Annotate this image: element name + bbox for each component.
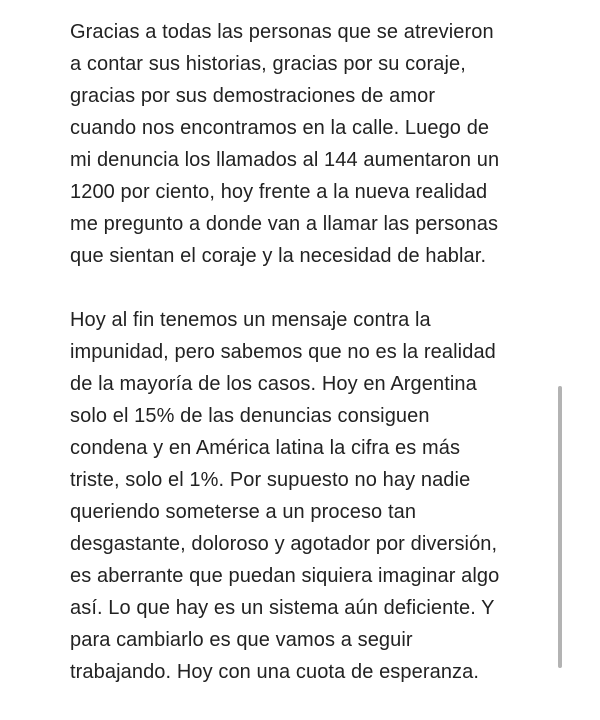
paragraph-2 — [70, 304, 540, 688]
text-line: es aberrante que puedan siquiera imaginar algo — [70, 565, 500, 587]
text-line: impunidad, pero sabemos que no es la realidad — [70, 341, 496, 363]
text-line: cuando nos encontramos en la calle. Luego de — [70, 117, 490, 139]
note-body — [70, 16, 540, 688]
paragraph-1 — [70, 16, 540, 272]
text-line: solo el 15% de las denuncias consiguen — [70, 405, 430, 427]
text-line: para cambiarlo es que vamos a seguir — [70, 629, 413, 651]
text-line: triste, solo el 1%. Por supuesto no hay nadie — [70, 469, 471, 491]
text-line: Gracias a todas las personas que se atrevieron — [70, 21, 494, 43]
text-line: gracias por sus demostraciones de amor — [70, 85, 436, 107]
text-line: a contar sus historias, gracias por su coraje, — [70, 53, 466, 75]
text-line: de la mayoría de los casos. Hoy en Argentina — [70, 373, 477, 395]
text-line: condena y en América latina la cifra es más — [70, 437, 461, 459]
text-line: mi denuncia los llamados al 144 aumentaron un — [70, 149, 500, 171]
text-line: me pregunto a donde van a llamar las personas — [70, 213, 499, 235]
text-line: queriendo someterse a un proceso tan — [70, 501, 417, 523]
text-line: Hoy al fin tenemos un mensaje contra la — [70, 309, 431, 331]
text-line: trabajando. Hoy con una cuota de esperanza. — [70, 661, 480, 683]
text-line: desgastante, doloroso y agotador por diversión, — [70, 533, 498, 555]
text-line: así. Lo que hay es un sistema aún deficiente. Y — [70, 597, 495, 619]
text-line: 1200 por ciento, hoy frente a la nueva realidad — [70, 181, 488, 203]
text-line: que sientan el coraje y la necesidad de hablar. — [70, 245, 487, 267]
scrollbar-thumb[interactable] — [558, 386, 562, 668]
